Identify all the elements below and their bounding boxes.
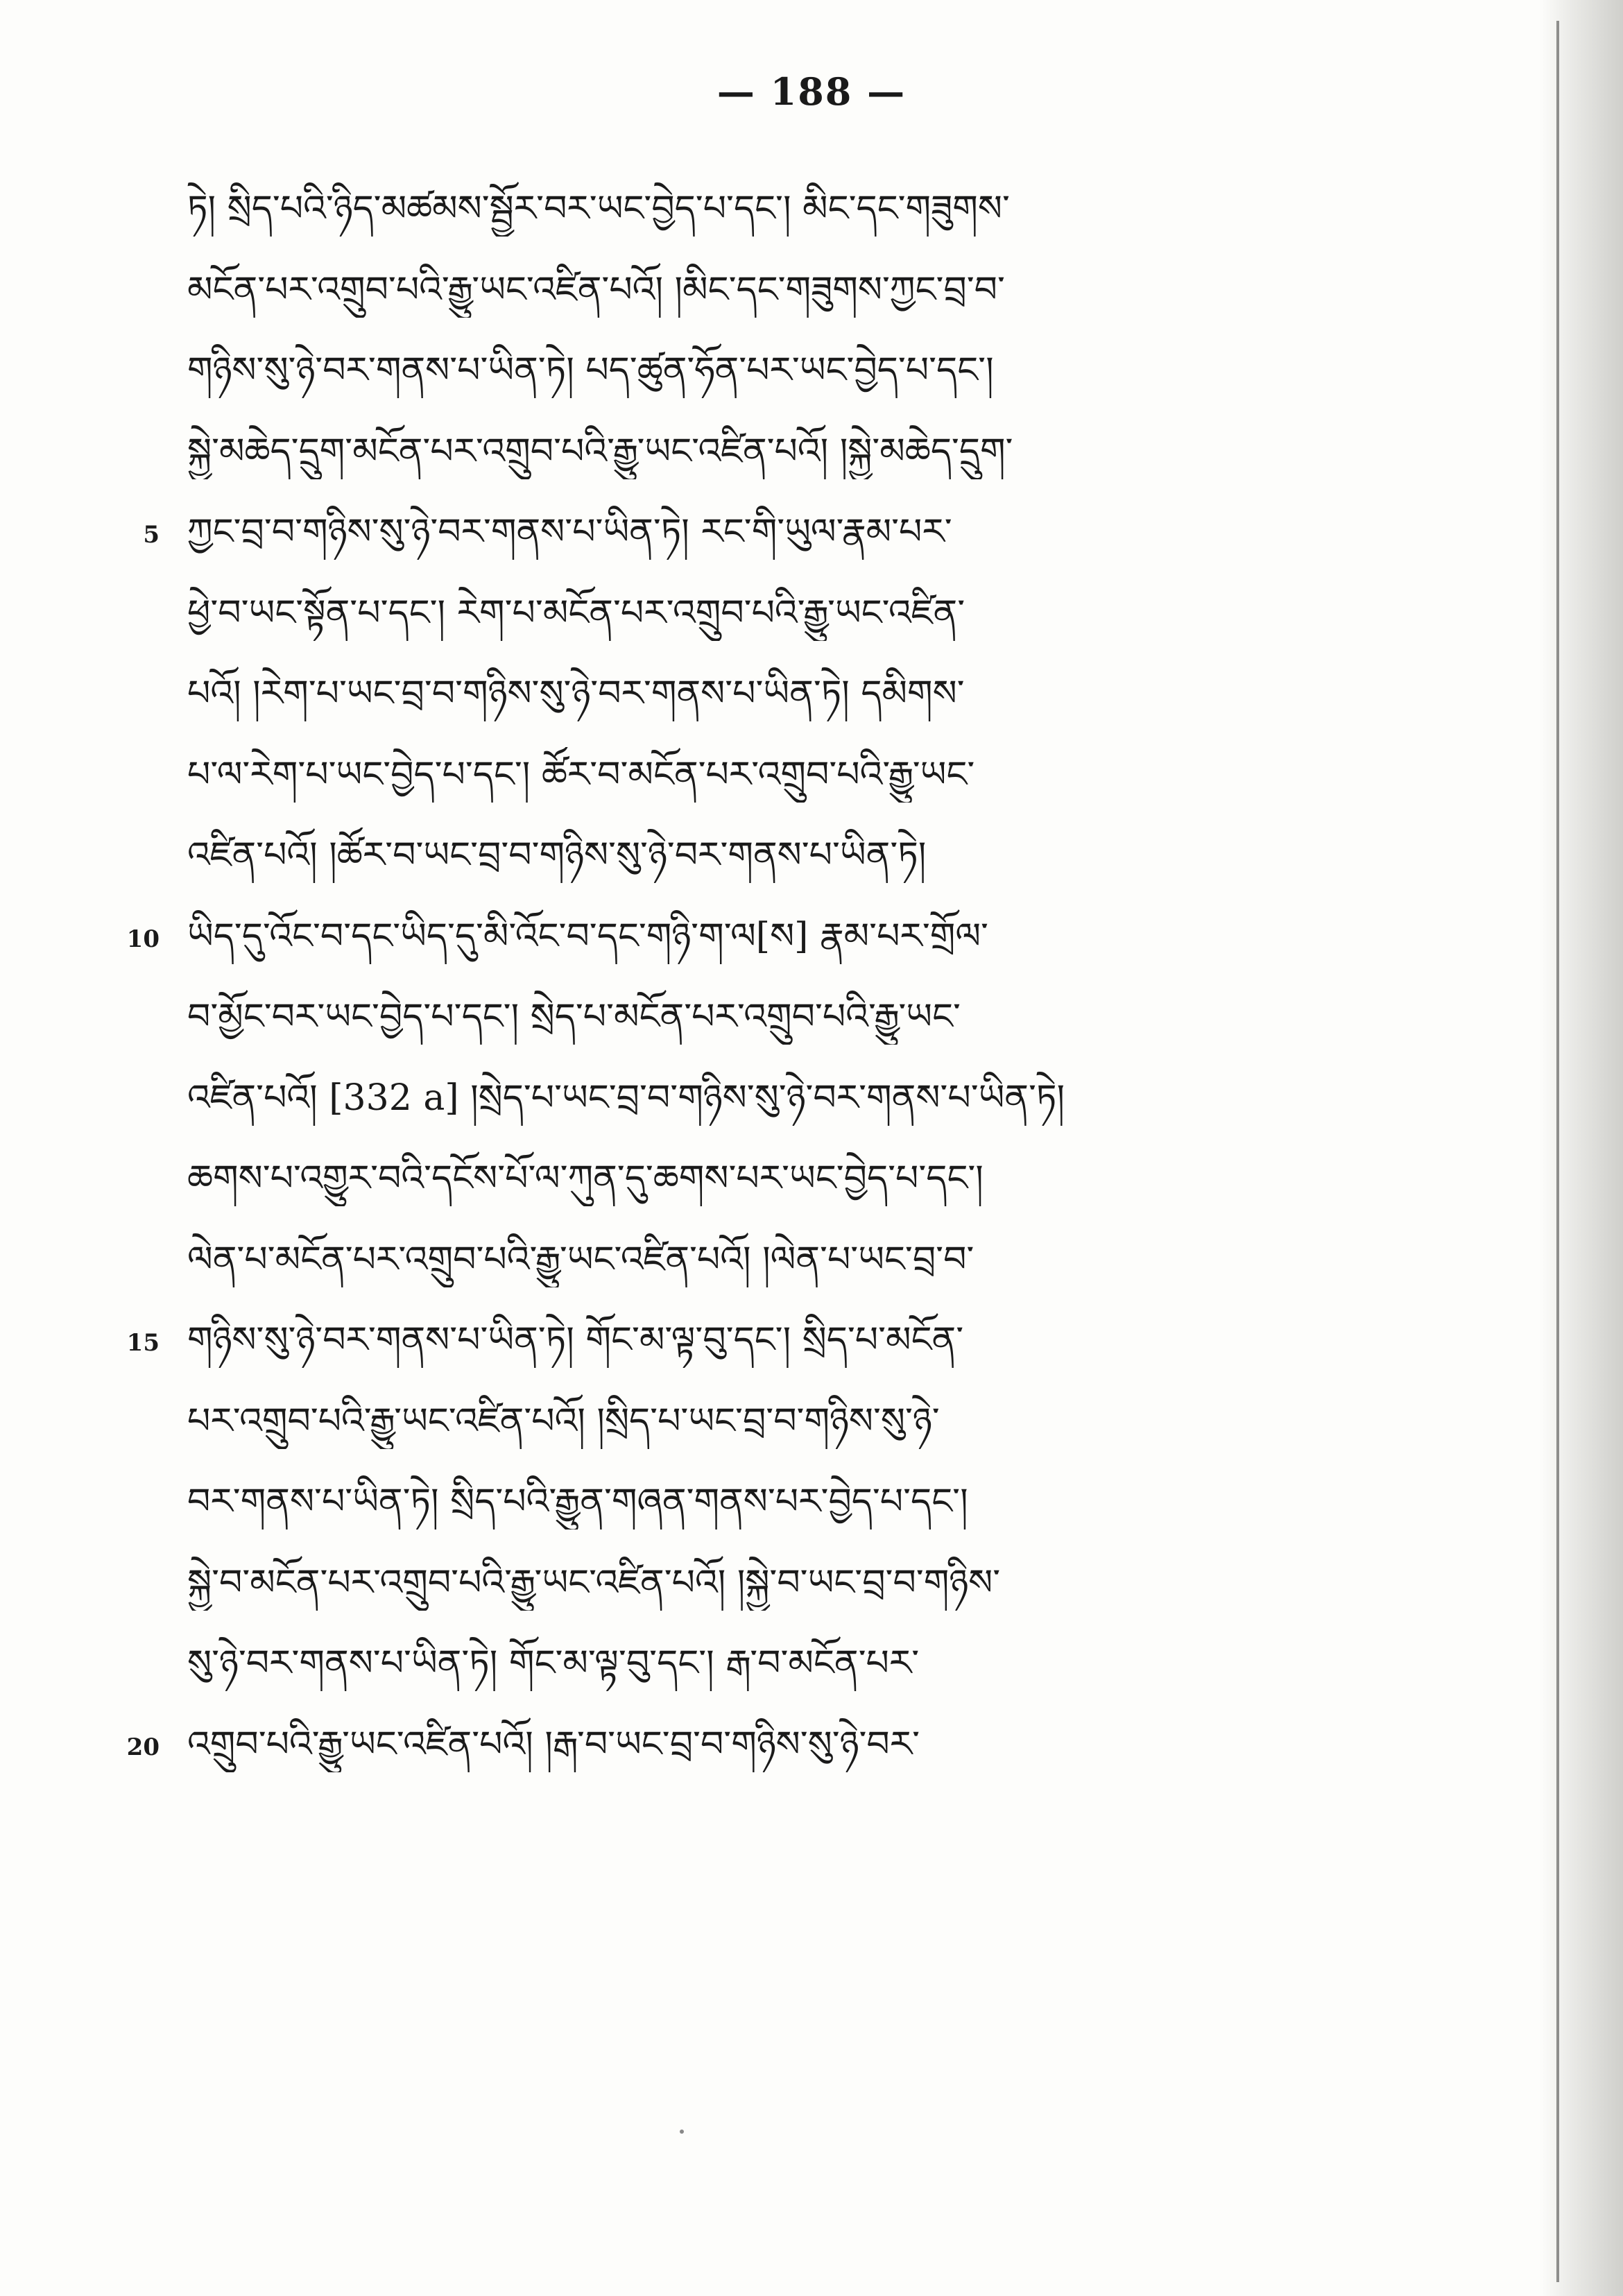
line-text: ཏེ། སྲིད་པའི་ཉིད་མཚམས་སྦྱོར་བར་ཡང་བྱེད་པ་དང་། མིང་དང་གཟུགས་: [187, 188, 1010, 230]
line-text: ཀྱང་བྲ་བ་གཉིས་སུ་ཉེ་བར་གནས་པ་ཡིན་ཏེ། རང་གི་ཡུལ་རྣམ་པར་: [187, 511, 952, 553]
text-line: [0, 420, 1623, 501]
line-text: མངོན་པར་འགྲུབ་པའི་རྒྱུ་ཡང་འཛིན་པའོ། །མིང་དང་གཟུགས་ཀྱང་བྲ་བ་: [187, 268, 1005, 311]
line-text: འཛིན་པའོ། [332 a] །སྲེད་པ་ཡང་བྲ་བ་གཉིས་སུ་ཉེ་བར་གནས་པ་ཡིན་ཏེ།: [187, 1077, 1065, 1119]
text-line: [0, 823, 1623, 905]
line-number: 20: [126, 1733, 160, 1761]
line-text: བར་གནས་པ་ཡིན་ཏེ། སྲིད་པའི་རྒྱུན་གཞན་གནས་པར་བྱེད་པ་དང་།: [187, 1481, 968, 1523]
text-line: [0, 1713, 1623, 1794]
line-text: པར་འགྲུབ་པའི་རྒྱུ་ཡང་འཛིན་པའོ། །སྲིད་པ་ཡང་བྲ་བ་གཉིས་སུ་ཉེ་: [187, 1400, 940, 1442]
line-text: ཆགས་པ་འགྱུར་བའི་དངོས་པོ་ལ་ཀུན་དུ་ཆགས་པར་ཡང་བྱེད་པ་དང་།: [187, 1158, 984, 1199]
line-number: 10: [126, 925, 160, 953]
text-line: [0, 1066, 1623, 1147]
text-line: [0, 1228, 1623, 1309]
line-text: ལེན་པ་མངོན་པར་འགྲུབ་པའི་རྒྱུ་ཡང་འཛིན་པའོ། །ལེན་པ་ཡང་བྲ་བ་: [187, 1238, 974, 1280]
line-text: བ་མྱོང་བར་ཡང་བྱེད་པ་དང་། སྲེད་པ་མངོན་པར་འགྲུབ་པའི་རྒྱུ་ཡང་: [187, 996, 961, 1038]
line-text: ཕྱེ་བ་ཡང་སྟོན་པ་དང་། རེག་པ་མངོན་པར་འགྲུབ་པའི་རྒྱུ་ཡང་འཛིན་: [187, 592, 965, 634]
text-line: [0, 985, 1623, 1066]
text-line: [0, 905, 1623, 986]
line-text: སྐྱེ་མཆེད་དྲུག་མངོན་པར་འགྲུབ་པའི་རྒྱུ་ཡང་འཛིན་པའོ། །སྐྱེ་མཆེད་དྲུག་: [187, 430, 1013, 472]
text-line: [0, 1147, 1623, 1228]
line-text: གཉིས་སུ་ཉེ་བར་གནས་པ་ཡིན་ཏེ། པད་ཚུན་ཧོན་པར་ཡང་བྱེད་པ་དང་།: [187, 350, 994, 391]
text-line: [0, 581, 1623, 662]
text-line: [0, 258, 1623, 339]
text-line: [0, 1631, 1623, 1713]
line-number: 15: [126, 1329, 160, 1357]
text-block: [0, 177, 1623, 1793]
page-number: — 188 —: [716, 69, 907, 114]
text-line: [0, 500, 1623, 581]
text-line: [0, 1308, 1623, 1389]
text-line: [0, 177, 1623, 258]
text-line: [0, 1389, 1623, 1471]
line-text: ཡིད་དུ་འོང་བ་དང་ཡིད་དུ་མི་འོང་བ་དང་གཉི་ག་ལ[ས] རྣམ་པར་གྲོལ་: [187, 915, 988, 957]
line-text: པ་ལ་རེག་པ་ཡང་བྱེད་པ་དང་། ཚོར་བ་མངོན་པར་འགྲུབ་པའི་རྒྱུ་ཡང་: [187, 753, 975, 796]
line-text: སྐྱེ་བ་མངོན་པར་འགྲུབ་པའི་རྒྱུ་ཡང་འཛིན་པའོ། །སྐྱེ་བ་ཡང་བྲ་བ་གཉིས་: [187, 1561, 1001, 1604]
line-text: གཉིས་སུ་ཉེ་བར་གནས་པ་ཡིན་ཏེ། གོང་མ་ལྟ་བུ་དང་། སྲིད་པ་མངོན་: [187, 1319, 964, 1361]
line-number: 5: [143, 521, 160, 549]
text-line: [0, 662, 1623, 743]
line-text: འགྲུབ་པའི་རྒྱུ་ཡང་འཛིན་པའོ། །རྒ་བ་ཡང་བྲ་བ་གཉིས་སུ་ཉེ་བར་: [187, 1723, 920, 1765]
line-text: པའོ། །རེག་པ་ཡང་བྲ་བ་གཉིས་སུ་ཉེ་བར་གནས་པ་ཡིན་ཏེ། དམིགས་: [187, 673, 965, 714]
line-text: འཛིན་པའོ། །ཚོར་བ་ཡང་བྲ་བ་གཉིས་སུ་ཉེ་བར་གནས་པ་ཡིན་ཏེ།: [187, 834, 927, 876]
text-line: [0, 743, 1623, 824]
line-text: སུ་ཉེ་བར་གནས་པ་ཡིན་ཏེ། གོང་མ་ལྟ་བུ་དང་། རྒ་བ་མངོན་པར་: [187, 1643, 920, 1684]
text-line: [0, 1470, 1623, 1551]
text-line: [0, 339, 1623, 420]
text-line: [0, 1551, 1623, 1632]
scan-speck: [680, 2130, 684, 2134]
